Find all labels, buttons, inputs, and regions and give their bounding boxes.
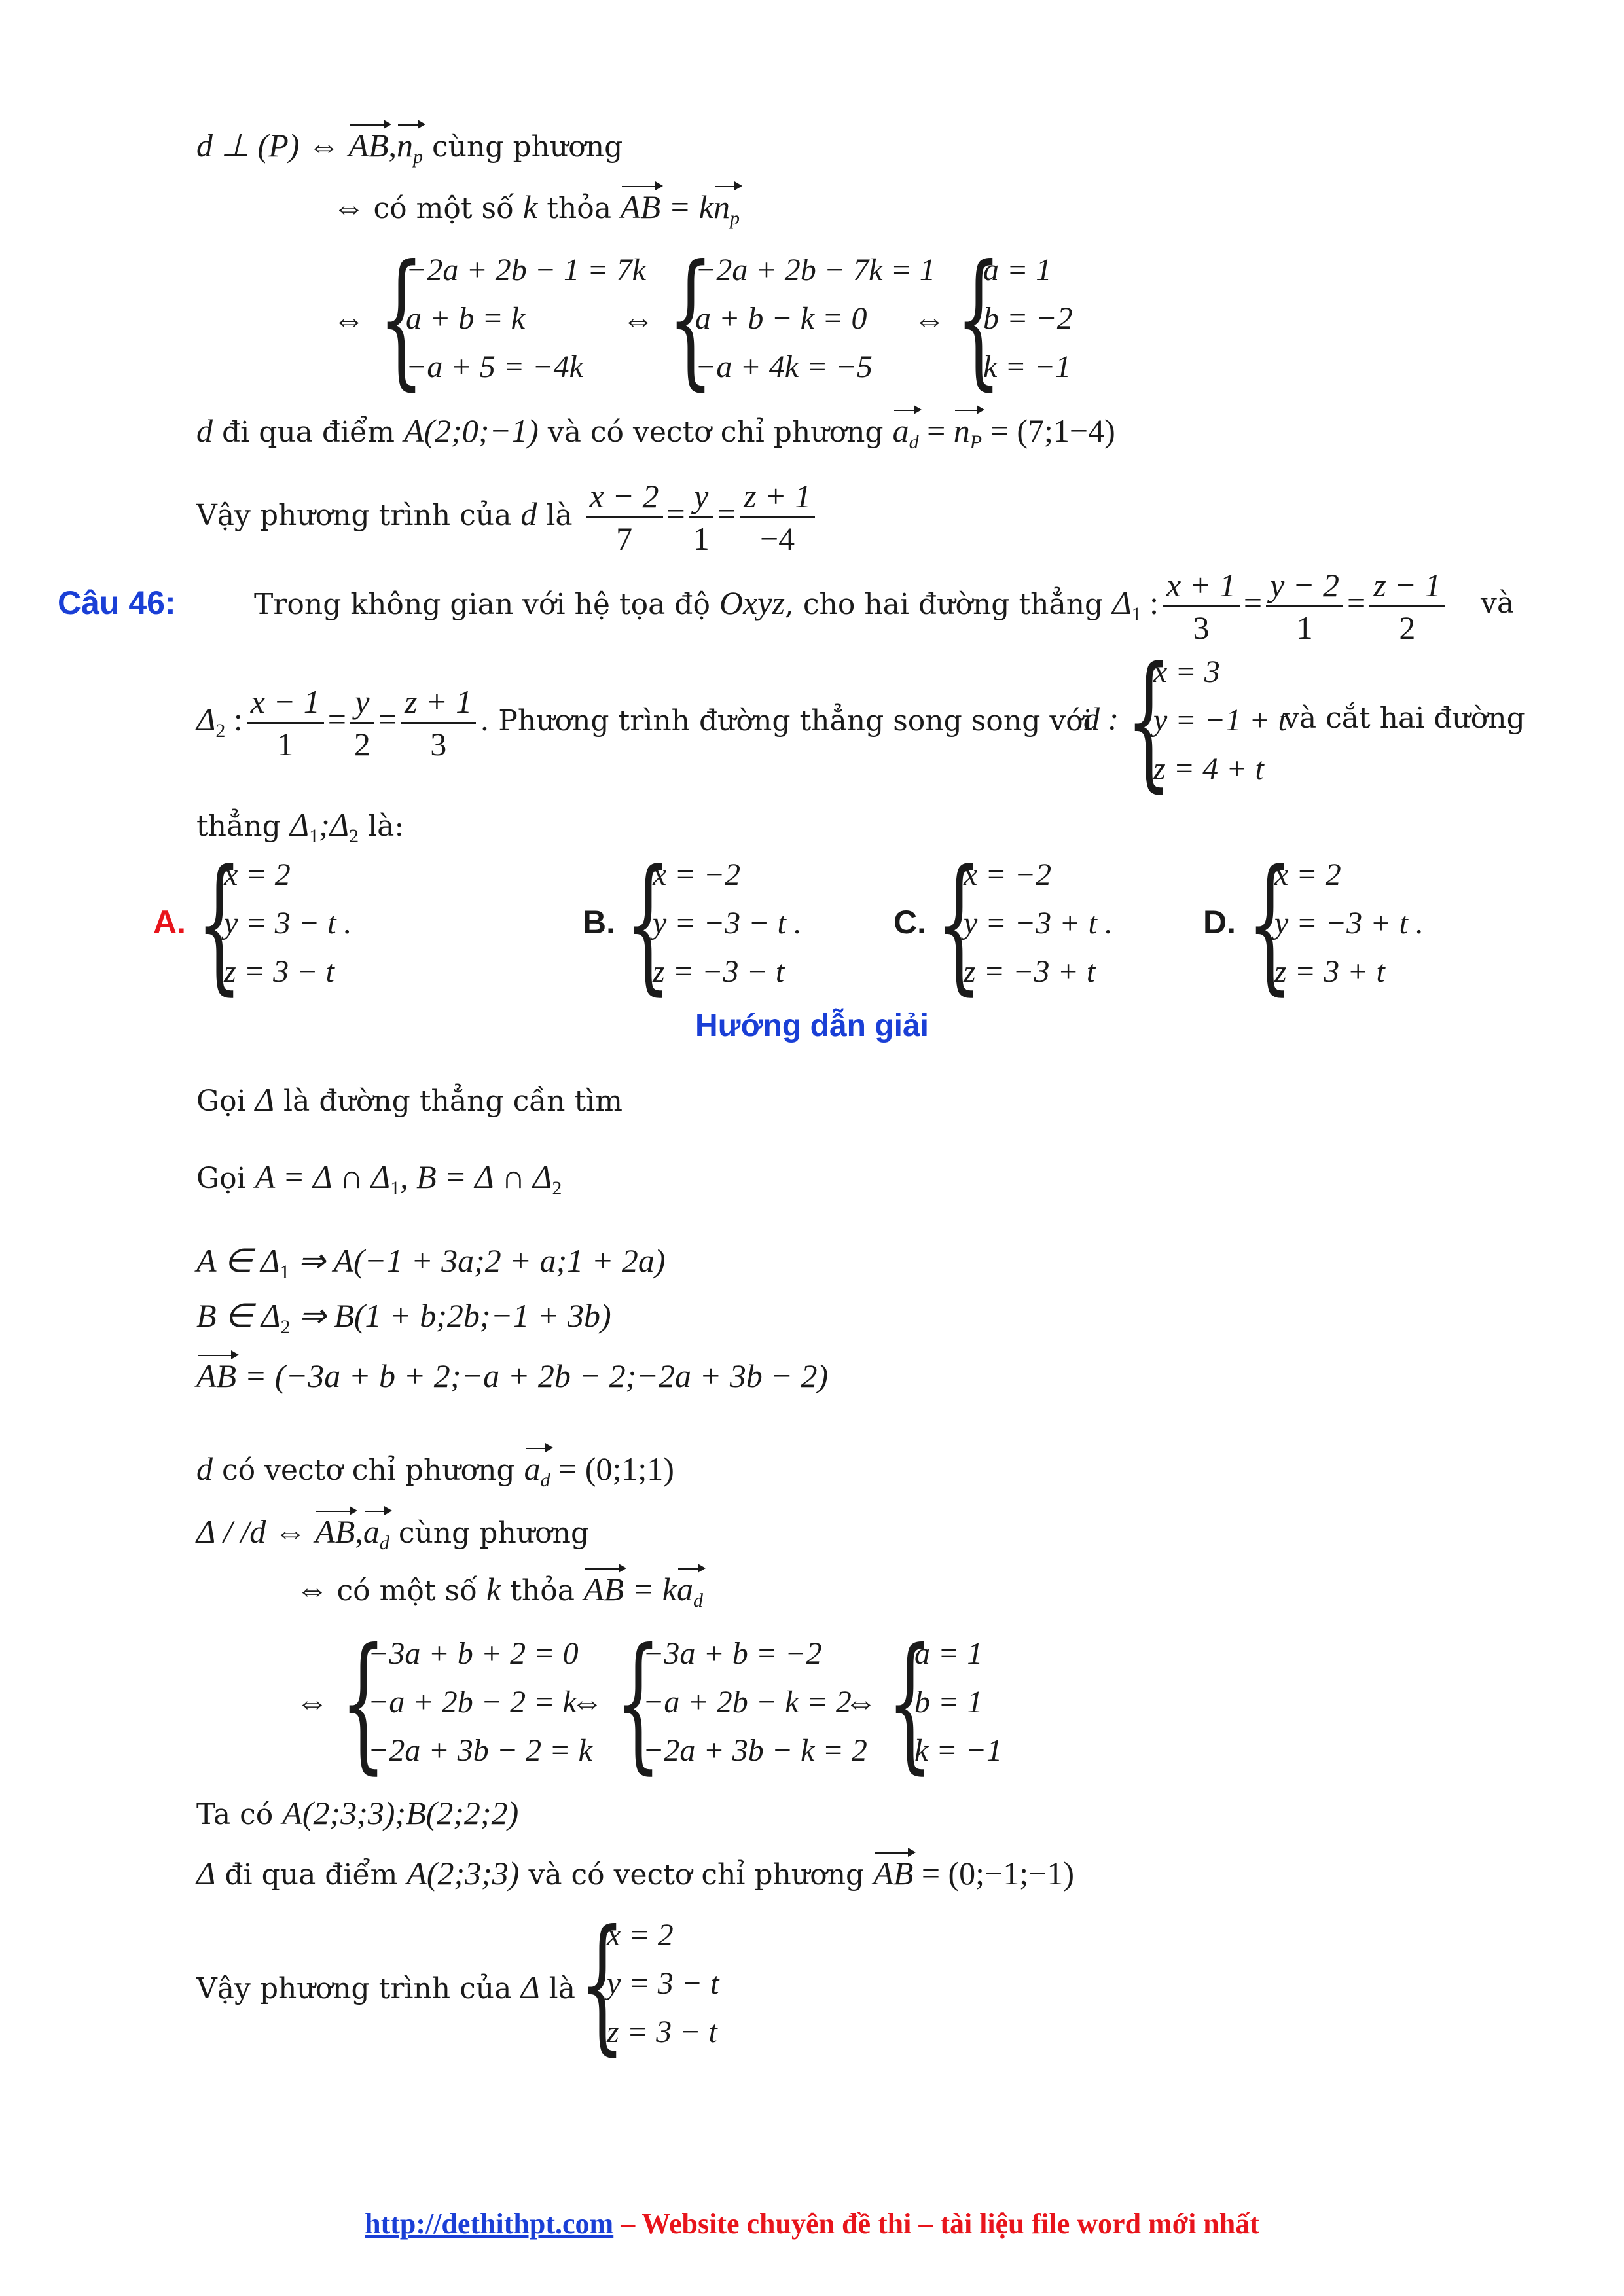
line-d-name: d : xyxy=(1083,700,1119,737)
question-statement-line-1: Trong không gian với hệ tọa độ Oxyz, cho hai đường thẳng $\Delta_1$ : $\frac{x + 1}{3}$ = $\frac{y - 2}{1}$ = $\frac{z - 1}{2}$ xyxy=(254,560,1449,657)
vector-np: $n_P$ xyxy=(954,411,982,462)
question-statement-line-2: $\Delta_2$ : $\frac{x - 1}{1}$ = $\frac{y}{2}$ = $\frac{z + 1}{3}$ . Phương trình đường thẳng song song với xyxy=(196,677,1092,774)
fraction: $\frac{y - 2}{1}$ xyxy=(1266,565,1343,648)
conjunction-va: và xyxy=(1481,586,1515,620)
vector-ab: AB xyxy=(620,188,661,225)
footer-tagline: – Website chuyên đề thi – tài liệu file word mới nhất xyxy=(613,2208,1259,2240)
vector-ab: AB xyxy=(196,1357,237,1394)
line-d-point-direction: d đi qua điểm A(2;0;−1) và có vectơ chỉ phương $a_d = n_P$ = (7;1−4) xyxy=(196,411,1115,462)
option-c-label[interactable]: C. xyxy=(893,904,926,941)
option-b-label[interactable]: B. xyxy=(583,904,615,941)
k-condition-line: ⇔ có một số k thỏa AB = $kn_p$ xyxy=(333,187,740,238)
solution-line-intersections: Gọi A = Δ ∩ $\Delta_1$, B = Δ ∩ $\Delta_2$ xyxy=(196,1158,562,1199)
fraction: $\frac{z - 1}{2}$ xyxy=(1369,565,1445,648)
equivalence-arrow: ⇔ xyxy=(844,1683,877,1720)
line-d-equation: Vậy phương trình của d là $\frac{x - 2}{7}$ = $\frac{y}{1}$ = $\frac{z + 1}{-4}$ xyxy=(196,465,819,565)
fraction: $\frac{x - 1}{1}$ xyxy=(247,681,324,764)
fraction: $\frac{x + 1}{3}$ xyxy=(1163,565,1240,648)
question-statement-line-3: thẳng $\Delta_1;\Delta_2$ là: xyxy=(196,806,405,847)
vector-ad: $a_d$ xyxy=(677,1570,703,1621)
solution-line-points: Ta có A(2;3;3);B(2;2;2) xyxy=(196,1795,519,1831)
fraction: $\frac{x - 2}{7}$ xyxy=(586,476,663,559)
vector-ab: AB xyxy=(873,1855,914,1892)
solution-line-delta-point-direction: Δ đi qua điểm A(2;3;3) và có vectơ chỉ phương AB = (0;−1;−1) xyxy=(196,1855,1074,1892)
solution-heading: Hướng dẫn giải xyxy=(695,1009,929,1043)
vector-ad: $a_d$ xyxy=(524,1449,550,1500)
vector-ab: AB xyxy=(583,1571,624,1607)
question-number: Câu 46: xyxy=(58,584,176,621)
equivalence-arrow: ⇔ xyxy=(913,301,946,338)
equivalence-arrow: ⇔ xyxy=(571,1683,604,1720)
fraction: $\frac{y}{1}$ xyxy=(689,476,713,559)
vector-np: $n_p$ xyxy=(397,126,423,177)
vector-ab: AB xyxy=(348,127,389,164)
solution-line-final: Vậy phương trình của Δ là xyxy=(196,1969,575,2005)
perpendicular-condition-line: d ⊥ (P) ⇔ $AB,n_p$ cùng phương xyxy=(196,126,623,177)
document-page: d ⊥ (P) ⇔ $AB,n_p$ cùng phương ⇔ có một số k thỏa AB = $kn_p$ ⇔ { −2a + 2b − 1 = 7k a + b = k −a + 5 = −4k ⇔ { −2a + 2b − 7k = 1 a + b − k = 0 −a + 4k = −5 ⇔ { a = 1 b = −2 k = −1 d đi qua điểm A(2;0;−1) và có vectơ chỉ phương $a_d = n_P$ = (7;1−4) Vậy phương trình của d là $\frac{x - 2}{7}$ = $\frac{y}{1}$ = $\frac{z + 1}{-4}$ Câu 46: Trong không gian với hệ tọa độ Oxyz, cho hai đường thẳng $\Delta_1$ : $\frac{x + 1}{3}$ = $\frac{y - 2}{1}$ = $\frac{z - 1}{2}$ và $\Delta_2$ : $\frac{x - 1}{1}$ = $\frac{y}{2}$ = $\frac{z + 1}{3}$ . Phương trình đường thẳng song song với d : { x = 3 y = −1 + t z = 4 + t và cắt hai đường thẳng $\Delta_1;\Delta_2$ là: A. { x = 2 y = 3 − t . z = 3 − t B. { x = −2 y = −3 − t . z = −3 − t C. { x = −2 y = −3 + t . z = −3 + t D. { x = 2 y = −3 + t . z = 3 + t Hướng dẫn giải Gọi Δ là đường thẳng cần tìm Gọi A = Δ ∩ $\Delta_1$, B = Δ ∩ $\Delta_2$ A ∈ $\Delta_1$ ⇒ A(−1 + 3a;2 + a;1 + 2a) B ∈ $\Delta_2$ ⇒ B(1 + b;2b;−1 + 3b) AB = (−3a + b + 2;−a + 2b − 2;−2a + 3b − 2) d có vectơ chỉ phương $a_d$ = (0;1;1) Δ / /d ⇔ $AB,a_d$ cùng phương ⇔ có một số k thỏa AB = $ka_d$ ⇔ { −3a + b + 2 = 0 −a + 2b − 2 = k −2a + 3b − 2 = k ⇔ { −3a + b = −2 −a + 2b − k = 2 −2a + 3b − k = 2 ⇔ { a = 1 b = 1 k = −1 Ta có A(2;3;3);B(2;2;2) Δ đi qua điểm A(2;3;3) và có vectơ chỉ phương AB = (0;−1;−1) Vậy phương trình của Δ là { x = 2 y = 3 − t z = 3 − t http://dethithpt.com – Website chuyên đề thi – tài liệu file word mới nhất xyxy=(0,0,1624,2296)
equivalence-arrow: ⇔ xyxy=(296,1683,329,1720)
website-link[interactable]: http://dethithpt.com xyxy=(365,2208,614,2240)
statement-continuation: và cắt hai đường xyxy=(1283,702,1525,735)
vector-ab: AB xyxy=(315,1513,355,1550)
vector-ad: $a_d$ xyxy=(363,1512,389,1563)
option-d-label[interactable]: D. xyxy=(1203,904,1236,941)
fraction: $\frac{z + 1}{3}$ xyxy=(401,681,476,764)
vector-ad: $a_d$ xyxy=(893,411,919,462)
equivalence-arrow: ⇔ xyxy=(333,301,365,338)
solution-line-point-b: B ∈ $\Delta_2$ ⇒ B(1 + b;2b;−1 + 3b) xyxy=(196,1297,611,1338)
solution-line-vector-ab: AB = (−3a + b + 2;−a + 2b − 2;−2a + 3b − 2) xyxy=(196,1357,829,1394)
vector-np: $n_p$ xyxy=(713,187,740,238)
solution-line-call-delta: Gọi Δ là đường thẳng cần tìm xyxy=(196,1081,623,1118)
fraction: $\frac{z + 1}{-4}$ xyxy=(740,476,815,559)
solution-line-parallel: Δ / /d ⇔ $AB,a_d$ cùng phương xyxy=(196,1512,589,1563)
option-a-label[interactable]: A. xyxy=(153,904,186,941)
page-footer xyxy=(0,2207,1624,2240)
solution-line-k-condition: ⇔ có một số k thỏa AB = $ka_d$ xyxy=(296,1570,703,1621)
solution-line-point-a: A ∈ $\Delta_1$ ⇒ A(−1 + 3a;2 + a;1 + 2a) xyxy=(196,1242,666,1283)
equivalence-arrow: ⇔ xyxy=(622,301,655,338)
solution-line-direction-d: d có vectơ chỉ phương $a_d$ = (0;1;1) xyxy=(196,1449,674,1500)
fraction: $\frac{y}{2}$ xyxy=(350,681,374,764)
